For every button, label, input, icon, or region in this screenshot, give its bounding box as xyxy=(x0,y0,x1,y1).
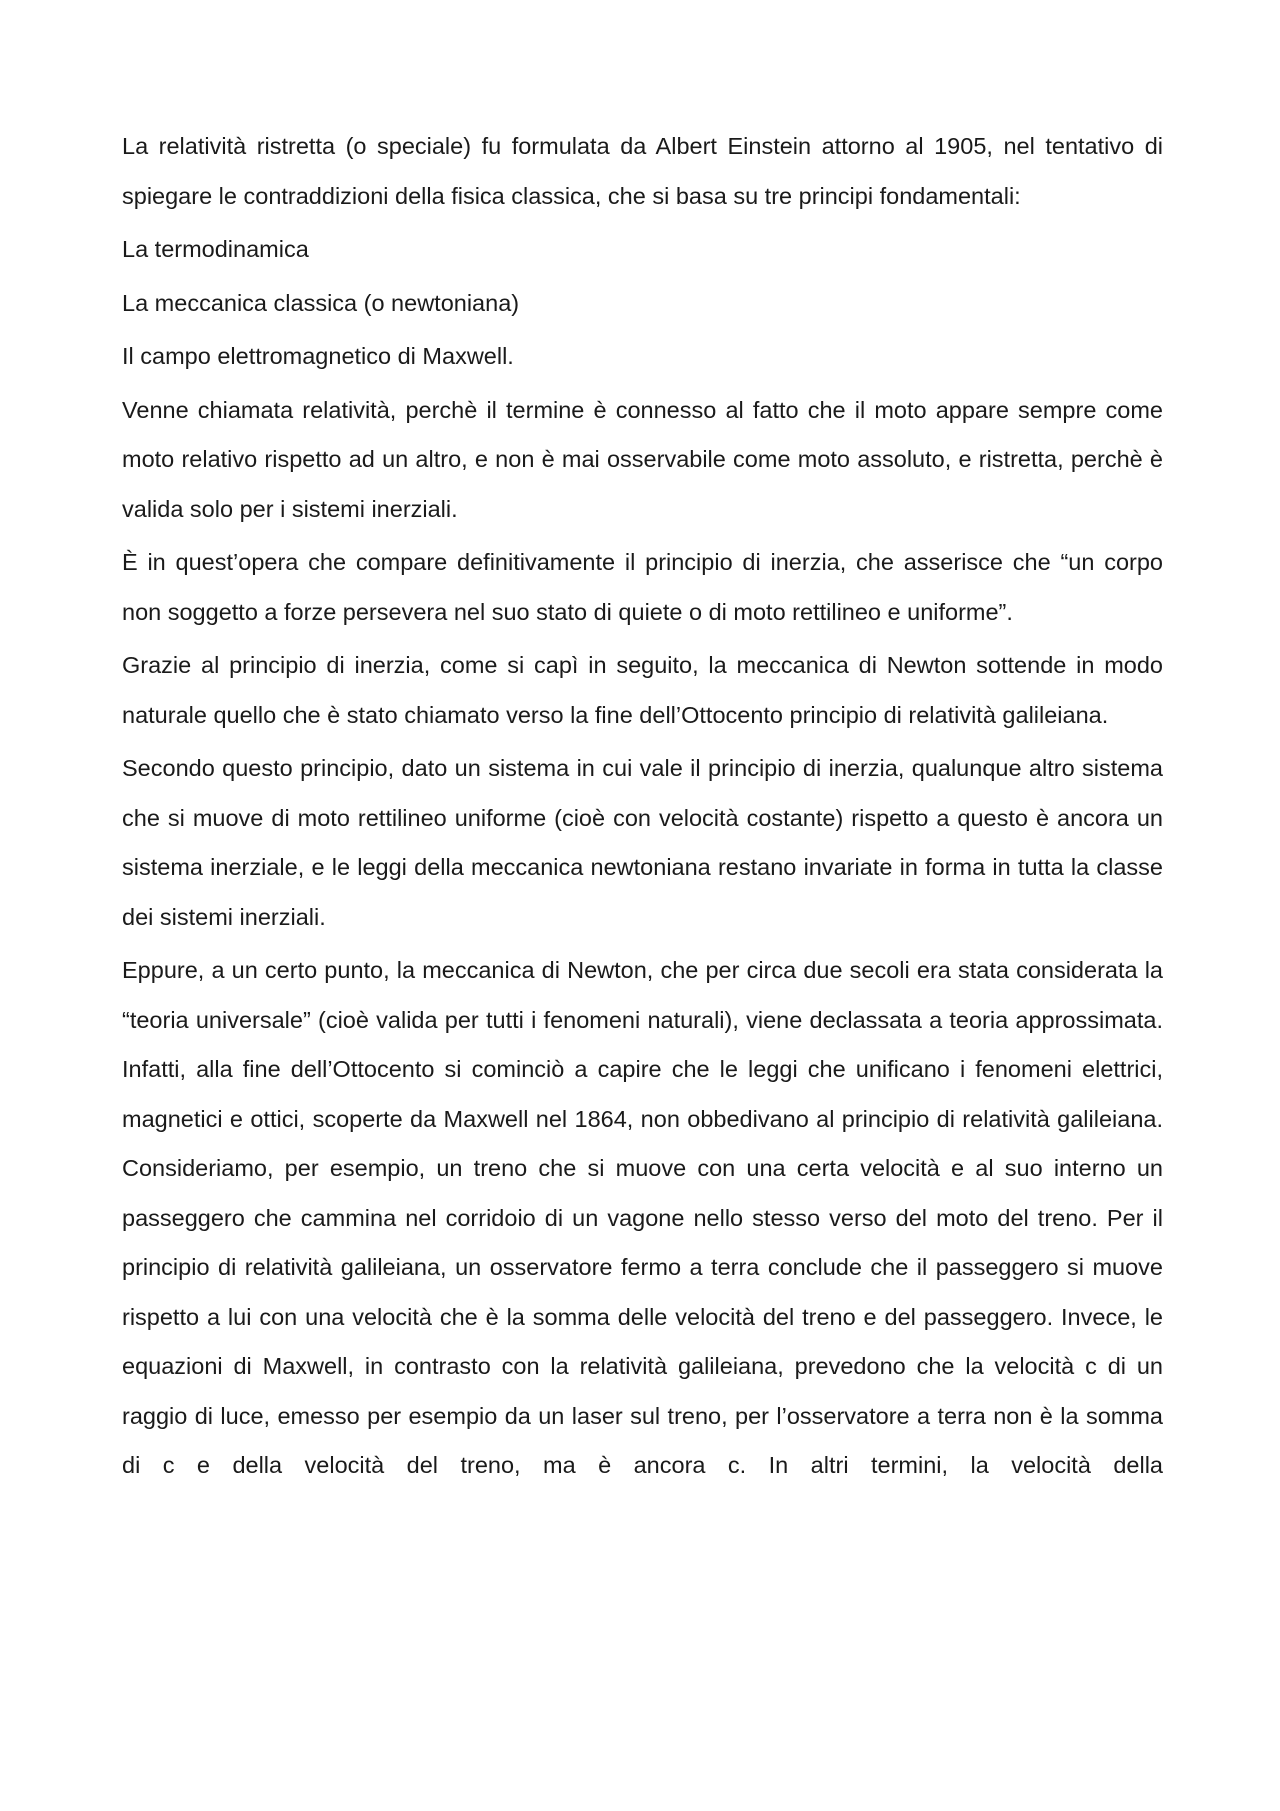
paragraph-relativity-name: Venne chiamata relatività, perchè il termine è connesso al fatto che il moto appare sempre come moto relativo rispetto ad un altro, e non è mai osservabile come moto assoluto, e ristretta, perchè è valida solo per i sistemi inerziali. xyxy=(122,396,1163,522)
list-item-classical-mechanics: La meccanica classica (o newtoniana) xyxy=(122,289,520,316)
paragraph-inertia-principle: È in quest’opera che compare definitivamente il principio di inerzia, che asserisce che “un corpo non soggetto a forze persevera nel suo stato di quiete o di moto rettilineo e uniforme”. xyxy=(122,549,1163,625)
document-body xyxy=(122,122,1163,1495)
paragraph-maxwell-contrast: Eppure, a un certo punto, la meccanica di Newton, che per circa due secoli era stata considerata la “teoria universale” (cioè valida per tutti i fenomeni naturali), viene declassata a teoria approssimata. Infatti, alla fine dell’Ottocento si cominciò a capire che le leggi che unificano i fenomeni elettrici, magnetici e ottici, scoperte da Maxwell nel 1864, non obbedivano al principio di relatività galileiana. Consideriamo, per esempio, un treno che si muove con una certa velocità e al suo interno un passeggero che cammina nel corridoio di un vagone nello stesso verso del moto del treno. Per il principio di relatività galileiana, un osservatore fermo a terra conclude che il passeggero si muove rispetto a lui con una velocità che è la somma delle velocità del treno e del passeggero. Invece, le equazioni di Maxwell, in contrasto con la relatività galileiana, prevedono che la velocità c di un raggio di luce, emesso per esempio da un laser sul treno, per l’osservatore a terra non è la somma di c e della velocità del treno, ma è ancora c. In altri termini, la velocità della xyxy=(122,957,1163,1478)
list-item-thermodynamics: La termodinamica xyxy=(122,236,309,262)
list-item-maxwell-field: Il campo elettromagnetico di Maxwell. xyxy=(122,343,514,369)
paragraph-galilean-relativity: Grazie al principio di inerzia, come si capì in seguito, la meccanica di Newton sottende in modo naturale quello che è stato chiamato verso la fine dell’Ottocento principio di relatività galileiana. xyxy=(122,652,1163,728)
paragraph-intro: La relatività ristretta (o speciale) fu formulata da Albert Einstein attorno al 1905, nel tentativo di spiegare le contraddizioni della fisica classica, che si basa su tre principi fondamentali: xyxy=(122,133,1163,209)
paragraph-inertial-systems: Secondo questo principio, dato un sistema in cui vale il principio di inerzia, qualunque altro sistema che si muove di moto rettilineo uniforme (cioè con velocità costante) rispetto a questo è ancora un sistema inerziale, e le leggi della meccanica newtoniana restano invariate in forma in tutta la classe dei sistemi inerziali. xyxy=(122,755,1163,930)
